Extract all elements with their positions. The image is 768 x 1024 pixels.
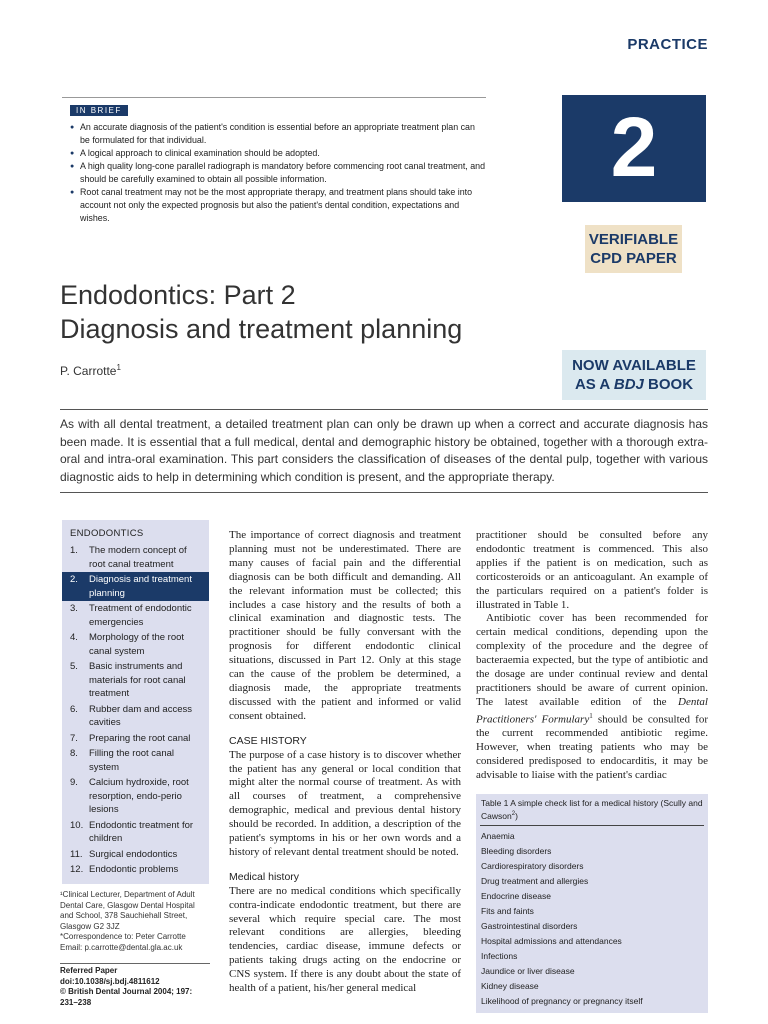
series-item[interactable]: 10. Endodontic treatment for children <box>70 819 194 844</box>
author-sup: 1 <box>116 363 121 372</box>
table-row: Kidney disease <box>481 980 539 991</box>
series-item[interactable]: 12. Endodontic problems <box>70 864 179 875</box>
table-row: Jaundice or liver disease <box>481 965 575 976</box>
series-item[interactable]: 5. Basic instruments and materials for root canal treatment <box>70 661 186 699</box>
in-brief-list <box>62 121 486 225</box>
reference-info <box>60 966 210 1008</box>
table-divider <box>480 825 704 826</box>
series-item[interactable]: 8. Filling the root canal system <box>70 748 175 773</box>
section-label: PRACTICE <box>627 36 708 53</box>
body-column-2 <box>229 529 461 996</box>
series-item[interactable]: 6. Rubber dam and access cavities <box>70 703 192 728</box>
copyright-line: © British Dental Journal 2004; 197: 231–238 <box>60 987 193 1007</box>
book-line1: NOW AVAILABLE <box>572 357 696 374</box>
in-brief-item: ● A high quality long-cone parallel radiograph is mandatory before commencing root canal treatment, and should be carefully examined to obtain all possible information. <box>70 160 486 186</box>
table-row: Anaemia <box>481 830 515 841</box>
series-item[interactable]: 3. Treatment of endodontic emergencies <box>70 603 192 628</box>
in-brief-tag: IN BRIEF <box>70 105 128 116</box>
table-row: Drug treatment and allergies <box>481 875 589 886</box>
cpd-badge <box>585 225 682 273</box>
doi-link[interactable]: doi:10.1038/sj.bdj.4811612 <box>60 976 160 986</box>
heading-case-history: CASE HISTORY <box>229 734 307 747</box>
table-row: Likelihood of pregnancy or pregnancy itself <box>481 995 643 1006</box>
table-row: Hospital admissions and attendances <box>481 935 622 946</box>
table-title: Table 1 A simple check list for a medical history (Scully and Cawson$^2$) <box>481 798 703 821</box>
table-row: Infections <box>481 950 518 961</box>
paragraph: The purpose of a case history is to discover whether the patient has any general or local condition that might alter the normal course of treatment. As with all courses of treatment, a comprehensive demographic, medical and previous dental history should be recorded. In addition, a description of the patient's symptoms in his or her own words and a history of relevant dental treatment should be noted. <box>229 748 461 858</box>
table-row: Fits and faints <box>481 905 534 916</box>
book-line2: AS A BDJ BOOK <box>574 376 694 393</box>
correspondence-line: *Correspondence to: Peter Carrotte <box>60 932 186 941</box>
bdj-book-banner[interactable] <box>562 350 706 400</box>
table-1 <box>476 794 708 1013</box>
author-affiliation <box>60 890 210 953</box>
in-brief-item: ● Root canal treatment may not be the most appropriate therapy, and treatment plans should take into account not only the expected prognosis but also the patient's dental condition, expectations and wishes. <box>70 186 486 225</box>
paragraph: practitioner should be consulted before any endodontic treatment is commenced. This also applies if the patient is on medication, such as corticosteroids or an anticoagulant. An example of the particulars required on a patient's folder is illustrated in Table 1. <box>476 529 708 611</box>
in-brief-box <box>62 97 486 225</box>
series-item[interactable]: 4. Morphology of the root canal system <box>70 632 185 657</box>
series-item-current[interactable]: 2. Diagnosis and treatment planning <box>62 572 209 601</box>
paragraph: The importance of correct diagnosis and treatment planning must not be underestimated. There are many causes of facial pain and the differential diagnosis can be both difficult and demanding. All the relevant information must be collected; this includes a case history and the results of both a clinical examination and diagnostic tests. The practitioner should be fully conversant with the prognosis for different endodontic clinical situations, discussed in Part 12. Only at this stage can the cause of the problem be determined, a diagnosis made, the appropriate treatments discussed with the patient and informed or valid consent obtained. <box>229 529 461 722</box>
author-name: P. Carrotte <box>60 364 117 378</box>
in-brief-item: ● A logical approach to clinical examination should be adopted. <box>70 147 486 160</box>
body-column-3 <box>476 529 708 783</box>
series-item[interactable]: 11. Surgical endodontics <box>70 848 178 860</box>
abstract: As with all dental treatment, a detailed treatment plan can only be drawn up when a correct and accurate diagnosis has been made. It is essential that a full medical, dental and demographic history be obtained, together with a thorough extra-oral and intra-oral examination. This part considers the classification of diseases of the dental pulp, together with various diagnostic aids to help in determining which condition is present, and the appropriate therapy. <box>60 409 708 493</box>
table-row: Cardiorespiratory disorders <box>481 860 584 871</box>
heading-medical-history: Medical history <box>229 870 300 883</box>
cpd-line2: CPD PAPER <box>590 250 677 267</box>
series-item[interactable]: 7. Preparing the root canal <box>70 732 191 744</box>
article-title-line1: Endodontics: Part 2 <box>60 280 296 310</box>
table-row: Gastrointestinal disorders <box>481 920 578 931</box>
series-item[interactable]: 1. The modern concept of root canal treatment <box>70 545 187 570</box>
article-title-line2: Diagnosis and treatment planning <box>60 314 463 344</box>
series-contents-box <box>62 520 209 884</box>
series-title: ENDODONTICS <box>70 528 144 539</box>
affiliation-line: ¹Clinical Lecturer, Department of Adult Dental Care, Glasgow Dental Hospital and School, 378 Sauchiehall Street, Glasgow G2 3JZ <box>60 890 195 931</box>
email-link[interactable]: Email: p.carrotte@dental.gla.ac.uk <box>60 942 183 952</box>
cpd-line1: VERIFIABLE <box>588 231 679 248</box>
paragraph: There are no medical conditions which specifically contra-indicate endodontic treatment, but there are several which require special care. The most relevant conditions are allergies, bleeding tendencies, cardiac disease, immune defects or patients taking drugs acting on the endocrine or CNS system. If there is any doubt about the state of health of a patient, his/her general medical <box>229 884 461 995</box>
series-list <box>62 543 209 878</box>
paragraph: Antibiotic cover has been recommended for certain medical conditions, depending upon the complexity of the procedure and the degree of bacteraemia expected, but the type of antibiotic and the dosage are under continual review and dental practitioners should be aware of current opinion. The latest available edition of the Dental Practitioners' Formulary$^1$ should be consulted for the current recommended antibiotic regime. However, when treating patients who may be considered predisposed to endocarditis, it may be advisable to liaise with the patient's cardiac <box>476 612 708 782</box>
referred-paper-label: Referred Paper <box>60 966 118 975</box>
part-number-badge: 2 <box>562 95 706 202</box>
divider <box>60 963 210 964</box>
table-row: Bleeding disorders <box>481 845 552 856</box>
table-row: Endocrine disease <box>481 890 551 901</box>
author <box>60 363 121 378</box>
series-item[interactable]: 9. Calcium hydroxide, root resorption, endo-perio lesions <box>70 777 189 815</box>
in-brief-item: ● An accurate diagnosis of the patient's condition is essential before an appropriate treatment plan can be formulated for that individual. <box>70 121 486 147</box>
